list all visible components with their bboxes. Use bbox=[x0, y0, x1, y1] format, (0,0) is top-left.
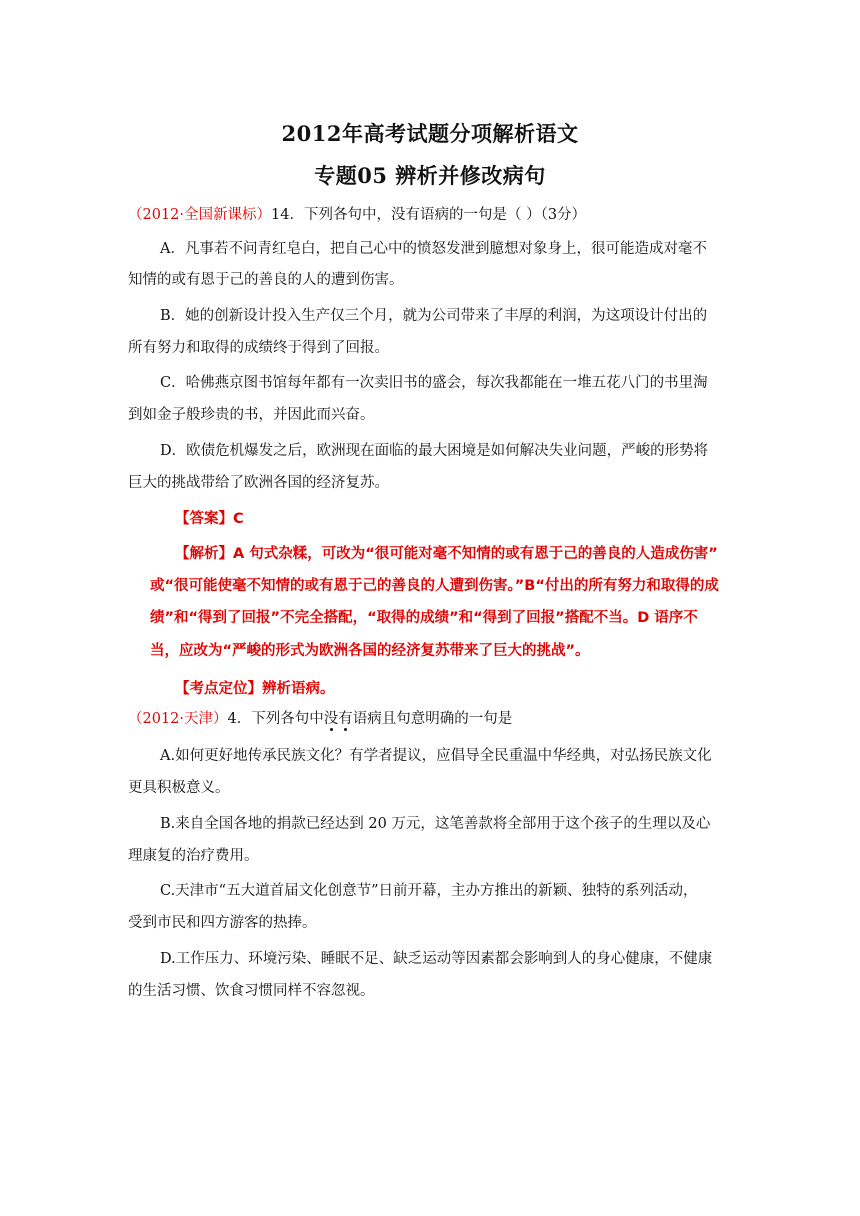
question-2-source: （2012·天津） bbox=[128, 711, 228, 727]
question-2-emphasis-1: 没 bbox=[323, 711, 339, 727]
analysis-line-4: 当，应改为“严峻的形式为欧洲各国的经济复苏带来了巨大的挑战”。 bbox=[150, 643, 590, 659]
question-2-emphasis-2: 有 bbox=[338, 711, 353, 727]
q1-option-d-line2: 巨大的挑战带给了欧洲各国的经济复苏。 bbox=[128, 475, 389, 491]
question-1-header bbox=[128, 203, 586, 224]
document-title: 2012年高考试题分项解析语文 bbox=[281, 121, 579, 146]
q1-option-d-line1: D．欧债危机爆发之后，欧洲现在面临的最大困境是如何解决失业问题，严峻的形势将 bbox=[160, 443, 709, 459]
document-subtitle: 专题05 辨析并修改病句 bbox=[314, 163, 546, 188]
question-2-header bbox=[128, 707, 512, 728]
analysis-line-2: 或“很可能使毫不知情的或有恩于己的善良的人遭到伤害。”B“付出的所有努力和取得的成 bbox=[150, 578, 719, 594]
question-1-source: （2012·全国新课标） bbox=[128, 207, 272, 223]
question-2-stem-post: 语病且句意明确的一句是 bbox=[352, 711, 513, 727]
answer-line: 【答案】C bbox=[175, 511, 244, 527]
q2-option-d-line2: 的生活习惯、饮食习惯同样不容忽视。 bbox=[128, 983, 375, 999]
knowledge-point-line: 【考点定位】辨析语病。 bbox=[175, 681, 335, 697]
q2-option-b-line2: 理康复的治疗费用。 bbox=[128, 848, 259, 864]
q1-option-a-line1: A．凡事若不问青红皂白，把自己心中的愤怒发泄到臆想对象身上，很可能造成对毫不 bbox=[160, 241, 707, 257]
analysis-line-1: 【解析】A 句式杂糅，可改为“很可能对毫不知情的或有恩于己的善良的人造成伤害” bbox=[175, 546, 718, 562]
analysis-line-3: 绩”和“得到了回报”不完全搭配，“取得的成绩”和“得到了回报”搭配不当。D 语序不 bbox=[150, 610, 698, 626]
q1-option-b-line2: 所有努力和取得的成绩终于得到了回报。 bbox=[128, 340, 389, 356]
question-1-stem: 14．下列各句中，没有语病的一句是（ ）（3分） bbox=[271, 207, 587, 223]
q1-option-c-line1: C．哈佛燕京图书馆每年都有一次卖旧书的盛会，每次我都能在一堆五花八门的书里淘 bbox=[160, 375, 708, 391]
q2-option-d-line1: D.工作压力、环境污染、睡眠不足、缺乏运动等因素都会影响到人的身心健康，不健康 bbox=[160, 951, 713, 967]
q2-option-b-line1: B.来自全国各地的捐款已经达到 20 万元，这笔善款将全部用于这个孩子的生理以及心 bbox=[160, 816, 711, 832]
question-2-stem-pre: 4．下列各句中 bbox=[227, 711, 324, 727]
q2-option-c-line1: C.天津市“五大道首届文化创意节”日前开幕，主办方推出的新颖、独特的系列活动， bbox=[160, 883, 698, 899]
q2-option-c-line2: 受到市民和四方游客的热捧。 bbox=[128, 915, 317, 931]
q1-option-c-line2: 到如金子般珍贵的书，并因此而兴奋。 bbox=[128, 407, 375, 423]
q1-option-b-line1: B．她的创新设计投入生产仅三个月，就为公司带来了丰厚的利润，为这项设计付出的 bbox=[160, 308, 708, 324]
q2-option-a-line1: A.如何更好地传承民族文化？有学者提议，应倡导全民重温中华经典，对弘扬民族文化 bbox=[160, 748, 712, 764]
q1-option-a-line2: 知情的或有恩于己的善良的人的遭到伤害。 bbox=[128, 272, 404, 288]
q2-option-a-line2: 更具积极意义。 bbox=[128, 780, 230, 796]
